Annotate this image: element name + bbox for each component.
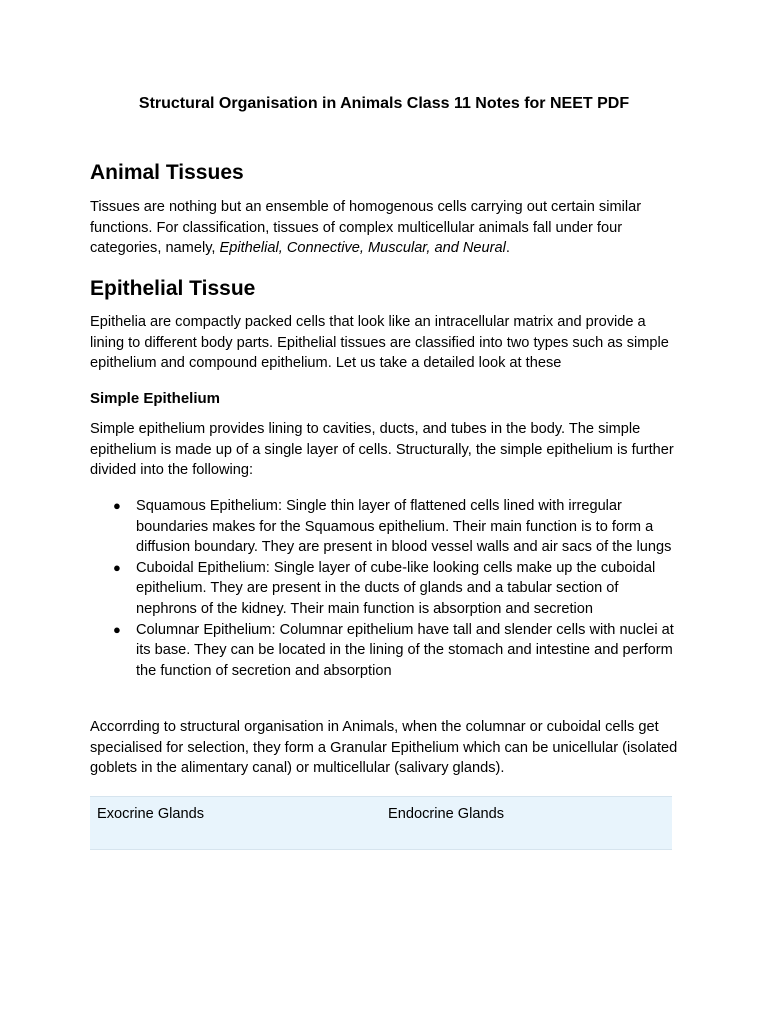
paragraph-animal-tissues <box>90 197 680 259</box>
document-title: Structural Organisation in Animals Class 11 Notes for NEET PDF <box>138 95 630 112</box>
heading-epithelial-tissue: Epithelial Tissue <box>90 277 256 300</box>
bullet-icon: ● <box>113 559 121 575</box>
list-item-text: Cuboidal Epithelium: Single layer of cube-like looking cells make up the cuboidal epithelium. They are present in the ducts of glands and a tabular section of nephrons of the kidney. Their main function is absorption and secretion <box>136 559 656 617</box>
glands-table <box>90 796 672 850</box>
paragraph-animal-tissues-text: Tissues are nothing but an ensemble of homogenous cells carrying out certain similar functions. For classification, tissues of complex multicellular animals fall under four categories, namely, <box>90 199 642 257</box>
epithelium-types-list <box>90 496 680 681</box>
list-item-squamous <box>90 496 680 558</box>
paragraph-animal-tissues-end: . <box>505 240 510 257</box>
paragraph-epithelial-tissue: Epithelia are compactly packed cells that look like an intracellular matrix and provide a lining to different body parts. Epithelial tissues are classified into two types such as simple epithelium and compound epithelium. Let us take a detailed look at these <box>90 314 669 372</box>
bullet-icon: ● <box>113 498 121 513</box>
bullet-icon: ● <box>113 621 121 637</box>
heading-simple-epithelium: Simple Epithelium <box>90 390 221 407</box>
table-header-exocrine: Exocrine Glands <box>97 806 205 822</box>
tissue-categories-italic: Epithelial, Connective, Muscular, and Neural <box>219 240 506 257</box>
paragraph-simple-epithelium: Simple epithelium provides lining to cavities, ducts, and tubes in the body. The simple epithelium is made up of a single layer of cells. Structurally, the simple epithelium is further divided into the following: <box>90 421 674 479</box>
list-item-columnar <box>90 620 680 682</box>
paragraph-granular-epithelium: Accorrding to structural organisation in Animals, when the columnar or cuboidal cells get specialised for selection, they form a Granular Epithelium which can be unicellular (isolated goblets in the alimentary canal) or multicellular (salivary glands). <box>90 719 678 777</box>
list-item-cuboidal <box>90 558 680 620</box>
heading-animal-tissues: Animal Tissues <box>90 161 244 184</box>
table-header-endocrine: Endocrine Glands <box>388 806 505 822</box>
list-item-text: Squamous Epithelium: Single thin layer of flattened cells lined with irregular boundaries makes for the Squamous epithelium. Their main function is to form a diffusion boundary. They are present in blood vessel walls and air sacs of the lungs <box>136 498 672 556</box>
list-item-text: Columnar Epithelium: Columnar epithelium have tall and slender cells with nuclei at its base. They can be located in the lining of the stomach and intestine and perform the function of secretion and absorption <box>136 621 674 679</box>
